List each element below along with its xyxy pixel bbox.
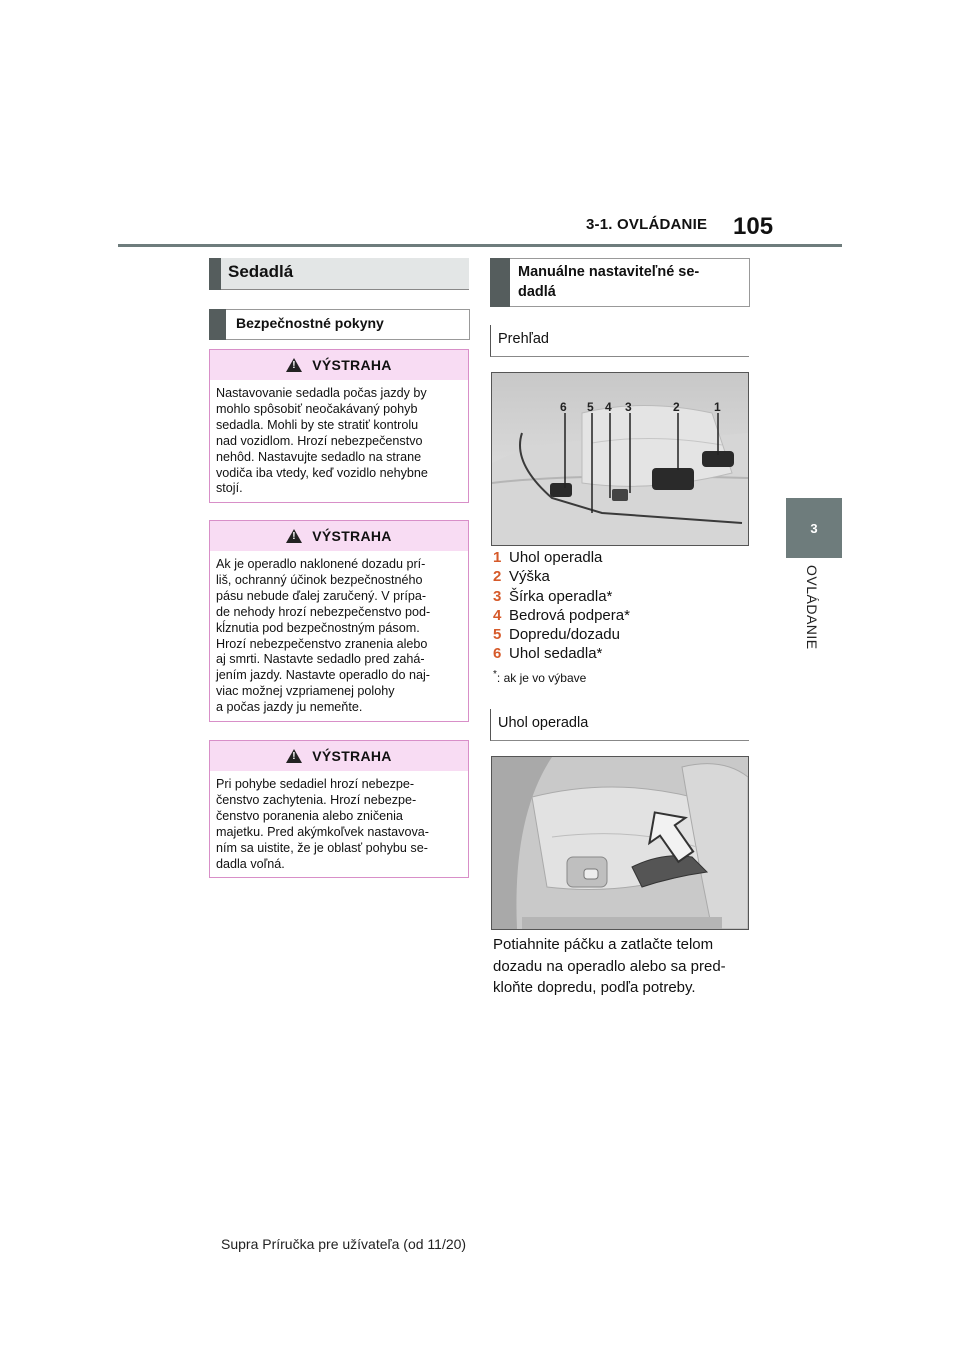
chapter-number: 3 — [810, 520, 818, 536]
footnote — [493, 669, 586, 685]
item-number: 2 — [493, 568, 502, 586]
warning-line: majetku. Pred akýmkoľvek nastavova- — [216, 824, 429, 839]
backrest-lever-illustration — [491, 756, 749, 930]
chapter-title-vertical: OVLÁDANIE — [804, 565, 820, 650]
backrest-lever-drawing — [492, 757, 748, 929]
list-item — [493, 644, 630, 663]
footnote-mark: * — [493, 669, 497, 680]
item-text: Šírka operadla* — [509, 587, 613, 605]
warning-line: pásu nebude ďalej zaručený. V prípa- — [216, 588, 427, 603]
callout-label: 4 — [605, 400, 612, 414]
instruction-line: dozadu na operadlo alebo sa pred- — [493, 957, 726, 975]
item-text: Uhol operadla — [509, 549, 603, 566]
footnote-text: : ak je vo výbave — [496, 671, 587, 685]
list-item — [493, 587, 630, 606]
seat-controls-drawing — [492, 373, 748, 545]
running-header-section: 3-1. OVLÁDANIE — [586, 216, 708, 233]
warning-box — [209, 520, 469, 722]
warning-label: VÝSTRAHA — [312, 357, 392, 373]
warning-line: aj smrti. Nastavte sedadlo pred zahá- — [216, 652, 425, 667]
page-footer: Supra Príručka pre užívateľa (od 11/20) — [221, 1236, 467, 1252]
warning-box — [209, 349, 469, 503]
list-item — [493, 606, 630, 625]
warning-header — [210, 521, 468, 551]
warning-line: dadla voľná. — [216, 856, 285, 871]
callout-label: 5 — [587, 400, 594, 414]
warning-line: a počas jazdy ju nemeňte. — [216, 700, 363, 715]
backrest-label: Uhol operadla — [498, 715, 589, 731]
section-heading-bar — [490, 258, 510, 307]
warning-line: Hrozí nebezpečenstvo zranenia alebo — [216, 636, 428, 651]
warning-triangle-icon — [286, 749, 302, 763]
backrest-heading — [490, 709, 749, 741]
warning-line: sedadla. Mohli by ste stratiť kontrolu — [216, 417, 419, 432]
item-number: 4 — [493, 606, 502, 624]
warning-line: kĺznutia pod bezpečnostným pásom. — [216, 620, 420, 635]
warning-line: čenstvo poranenia alebo zničenia — [216, 808, 403, 823]
section-title: Sedadlá — [228, 262, 294, 281]
callout-label: 1 — [714, 400, 721, 414]
section-title — [518, 262, 744, 302]
item-number: 5 — [493, 626, 502, 644]
warning-triangle-icon — [286, 529, 302, 543]
warning-line: Ak je operadlo naklonené dozadu prí- — [216, 557, 426, 571]
warning-line: nehôd. Nastavujte sedadlo na strane — [216, 449, 422, 464]
item-text: Bedrová podpera* — [509, 606, 630, 624]
warning-line: Nastavovanie sedadla počas jazdy by — [216, 386, 427, 400]
warning-line: Pri pohybe sedadiel hrozí nebezpe- — [216, 777, 415, 791]
callout-label: 6 — [560, 400, 567, 414]
warning-header — [210, 741, 468, 771]
section-heading-bar — [209, 258, 221, 290]
warning-box — [209, 740, 469, 878]
warning-text — [210, 380, 468, 503]
instruction-line: Potiahnite páčku a zatlačte telom — [493, 936, 714, 953]
section-title-line: Manuálne nastaviteľné se- — [518, 264, 700, 280]
callout-label: 3 — [625, 400, 632, 414]
subsection-title: Bezpečnostné pokyny — [236, 315, 384, 331]
subsection-heading-bar — [209, 309, 226, 340]
overview-heading — [490, 325, 749, 357]
warning-line: viac možnej vzpriamenej polohy — [216, 684, 395, 699]
item-number: 1 — [493, 549, 502, 566]
warning-line: nad vozidlom. Hrozí nebezpečenstvo — [216, 433, 423, 448]
section-title-line: dadlá — [518, 284, 556, 300]
warning-line: liš, ochranný účinok bezpečnostného — [216, 572, 423, 587]
controls-list — [493, 548, 630, 664]
page-number: 105 — [733, 213, 774, 240]
chapter-tab — [786, 498, 842, 558]
warning-text — [210, 551, 468, 722]
item-number: 6 — [493, 645, 502, 663]
header-rule — [118, 244, 842, 247]
warning-text — [210, 771, 468, 878]
item-text: Uhol sedadla* — [509, 645, 603, 663]
instruction-paragraph — [493, 934, 753, 999]
warning-triangle-icon — [286, 358, 302, 372]
item-text: Dopredu/dozadu — [509, 626, 620, 644]
warning-line: stojí. — [216, 481, 243, 496]
warning-line: jením jazdy. Nastavte operadlo do naj- — [216, 668, 430, 683]
warning-line: vodiča iba vtedy, keď vozidlo nehybne — [216, 465, 428, 480]
seat-controls-illustration — [491, 372, 749, 546]
list-item — [493, 548, 630, 567]
warning-line: de nehody hrozí nebezpečenstvo pod- — [216, 604, 431, 619]
warning-label: VÝSTRAHA — [312, 748, 392, 764]
item-number: 3 — [493, 587, 502, 605]
item-text: Výška — [509, 568, 550, 586]
list-item — [493, 567, 630, 586]
warning-line: mohlo spôsobiť neočakávaný pohyb — [216, 401, 418, 416]
warning-label: VÝSTRAHA — [312, 528, 392, 544]
callout-label: 2 — [673, 400, 680, 414]
instruction-line: kloňte dopredu, podľa potreby. — [493, 979, 696, 996]
warning-line: ním sa uistite, že je oblasť pohybu se- — [216, 840, 428, 855]
warning-header — [210, 350, 468, 380]
warning-line: čenstvo zachytenia. Hrozí nebezpe- — [216, 792, 417, 807]
overview-label: Prehľad — [498, 331, 549, 347]
list-item — [493, 625, 630, 644]
